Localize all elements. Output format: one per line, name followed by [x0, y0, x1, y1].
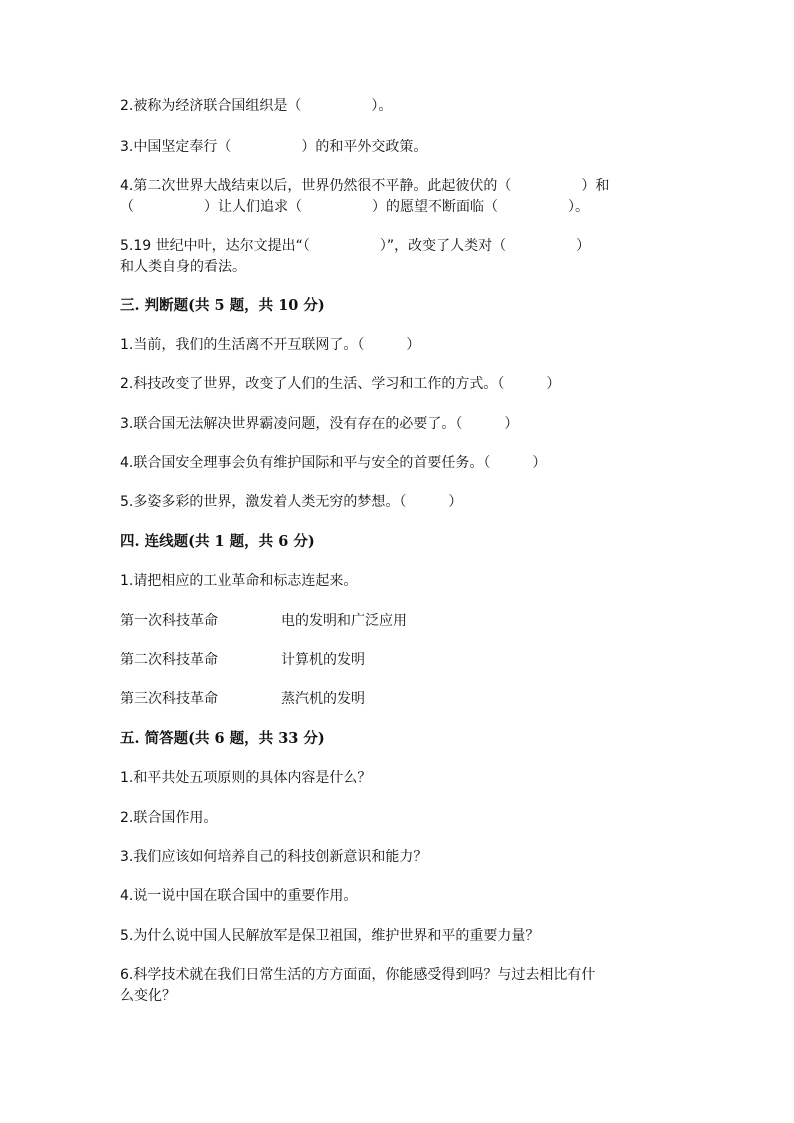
match-left-1: 第一次科技革命	[120, 613, 218, 629]
fill-question-4-line-1: 4.第二次世界大战结束以后，世界仍然很不平静。此起彼伏的（ ）和	[120, 178, 610, 194]
short-item-5: 5.为什么说中国人民解放军是保卫祖国，维护世界和平的重要力量？	[120, 928, 540, 944]
match-left-2: 第二次科技革命	[120, 652, 218, 668]
match-right-3: 蒸汽机的发明	[281, 691, 365, 707]
judge-item-4: 4.联合国安全理事会负有维护国际和平与安全的首要任务。（ ）	[120, 455, 547, 471]
match-right-1: 电的发明和广泛应用	[281, 613, 407, 629]
short-item-3: 3.我们应该如何培养自己的科技创新意识和能力？	[120, 849, 428, 865]
section-heading-short: 五. 简答题(共 6 题，共 33 分)	[120, 730, 325, 747]
short-item-6-line-2: 么变化？	[120, 988, 176, 1004]
short-item-1: 1.和平共处五项原则的具体内容是什么？	[120, 770, 372, 786]
fill-question-5-line-1: 5.19 世纪中叶，达尔文提出“（ ）”，改变了人类对（ ）	[120, 238, 591, 254]
short-item-6-line-1: 6.科学技术就在我们日常生活的方方面面，你能感受得到吗？与过去相比有什	[120, 967, 596, 983]
short-item-2: 2.联合国作用。	[120, 810, 218, 826]
section-heading-match: 四. 连线题(共 1 题，共 6 分)	[120, 533, 315, 550]
judge-item-1: 1.当前，我们的生活离不开互联网了。（ ）	[120, 337, 421, 353]
judge-item-2: 2.科技改变了世界，改变了人们的生活、学习和工作的方式。（ ）	[120, 376, 561, 392]
short-item-4: 4.说一说中国在联合国中的重要作用。	[120, 888, 358, 904]
match-instruction: 1.请把相应的工业革命和标志连起来。	[120, 573, 358, 589]
match-right-2: 计算机的发明	[281, 652, 365, 668]
fill-question-3: 3.中国坚定奉行（ ）的和平外交政策。	[120, 139, 428, 155]
judge-item-5: 5.多姿多彩的世界，激发着人类无穷的梦想。（ ）	[120, 494, 463, 510]
fill-question-5-line-2: 和人类自身的看法。	[120, 259, 246, 275]
match-left-3: 第三次科技革命	[120, 691, 218, 707]
section-heading-judge: 三. 判断题(共 5 题，共 10 分)	[120, 297, 325, 314]
fill-question-4-line-2: （ ）让人们追求（ ）的愿望不断面临（ ）。	[120, 199, 589, 215]
judge-item-3: 3.联合国无法解决世界霸凌问题，没有存在的必要了。（ ）	[120, 416, 519, 432]
fill-question-2: 2.被称为经济联合国组织是（ ）。	[120, 98, 393, 114]
